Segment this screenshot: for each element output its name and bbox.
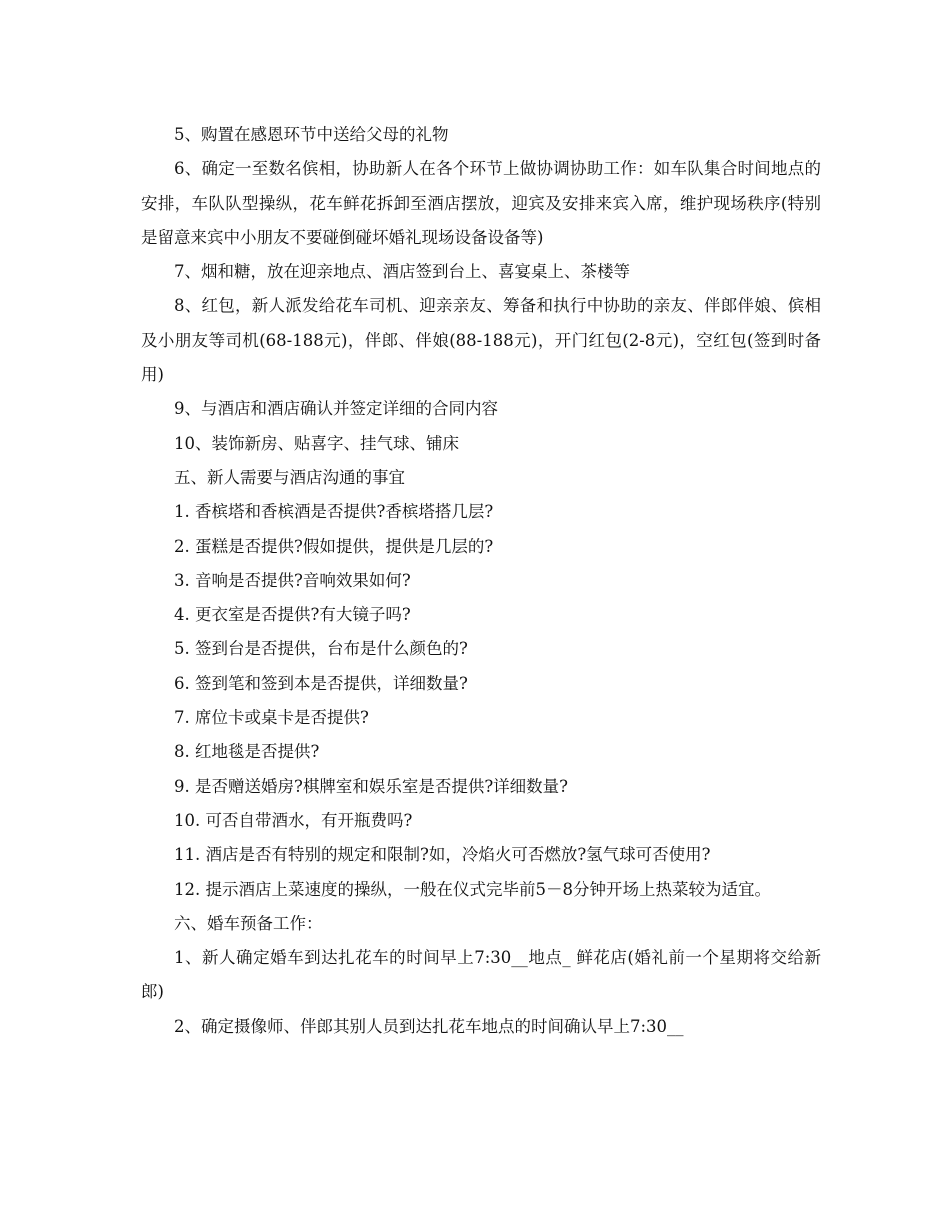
hotel-question-8: 8. 红地毯是否提供?	[174, 742, 320, 762]
paragraph-item-10-decorate: 10、装饰新房、贴喜字、挂气球、铺床	[174, 433, 459, 453]
paragraph-item-7-cigarettes-candy: 7、烟和糖，放在迎亲地点、酒店签到台上、喜宴桌上、茶楼等	[174, 262, 630, 282]
hotel-question-5: 5. 签到台是否提供，台布是什么颜色的?	[174, 639, 468, 659]
hotel-question-6: 6. 签到笔和签到本是否提供，详细数量?	[174, 673, 468, 693]
hotel-question-7: 7. 席位卡或桌卡是否提供?	[174, 708, 369, 728]
hotel-question-4: 4. 更衣室是否提供?有大镜子吗?	[174, 605, 411, 625]
paragraph-item-9-hotel-contract: 9、与酒店和酒店确认并签定详细的合同内容	[174, 399, 498, 419]
paragraph-item-6-groomsmen: 6、确定一至数名傧相，协助新人在各个环节上做协调协助工作：如车队集合时间地点的安排，车队队型操纵，花车鲜花拆卸至酒店摆放，迎宾及安排来宾入席，维护现场秩序(特别是留意来宾中小朋友不要碰倒碰坏婚礼现场设备设备等)	[141, 159, 821, 247]
wedding-car-item-1: 1、新人确定婚车到达扎花车的时间早上7:30__地点_ 鲜花店(婚礼前一个星期将交给新郎)	[141, 948, 821, 1002]
section-heading-6: 六、婚车预备工作：	[174, 913, 323, 933]
paragraph-item-5-gifts: 5、购置在感恩环节中送给父母的礼物	[174, 125, 449, 144]
hotel-question-12: 12. 提示酒店上菜速度的操纵，一般在仪式完毕前5－8分钟开场上热菜较为适宜。	[174, 879, 771, 899]
hotel-question-1: 1. 香槟塔和香槟酒是否提供?香槟塔搭几层?	[174, 502, 494, 522]
hotel-question-10: 10. 可否自带酒水，有开瓶费吗?	[174, 810, 413, 830]
paragraph-item-8-red-envelopes: 8、红包，新人派发给花车司机、迎亲亲友、筹备和执行中协助的亲友、伴郎伴娘、傧相及小朋友等司机(68-188元)，伴郎、伴娘(88-188元)，开门红包(2-8元)，空红包(签到时备用)	[141, 296, 821, 385]
document-body	[141, 118, 821, 1044]
section-heading-5: 五、新人需要与酒店沟通的事宜	[174, 467, 405, 487]
hotel-question-3: 3. 音响是否提供?音响效果如何?	[174, 570, 411, 590]
hotel-question-9: 9. 是否赠送婚房?棋牌室和娱乐室是否提供?详细数量?	[174, 776, 569, 796]
hotel-question-11: 11. 酒店是否有特别的规定和限制?如，冷焰火可否燃放?氢气球可否使用?	[174, 845, 711, 865]
wedding-car-item-2: 2、确定摄像师、伴郎其别人员到达扎花车地点的时间确认早上7:30__	[174, 1016, 684, 1036]
hotel-question-2: 2. 蛋糕是否提供?假如提供，提供是几层的?	[174, 536, 494, 556]
